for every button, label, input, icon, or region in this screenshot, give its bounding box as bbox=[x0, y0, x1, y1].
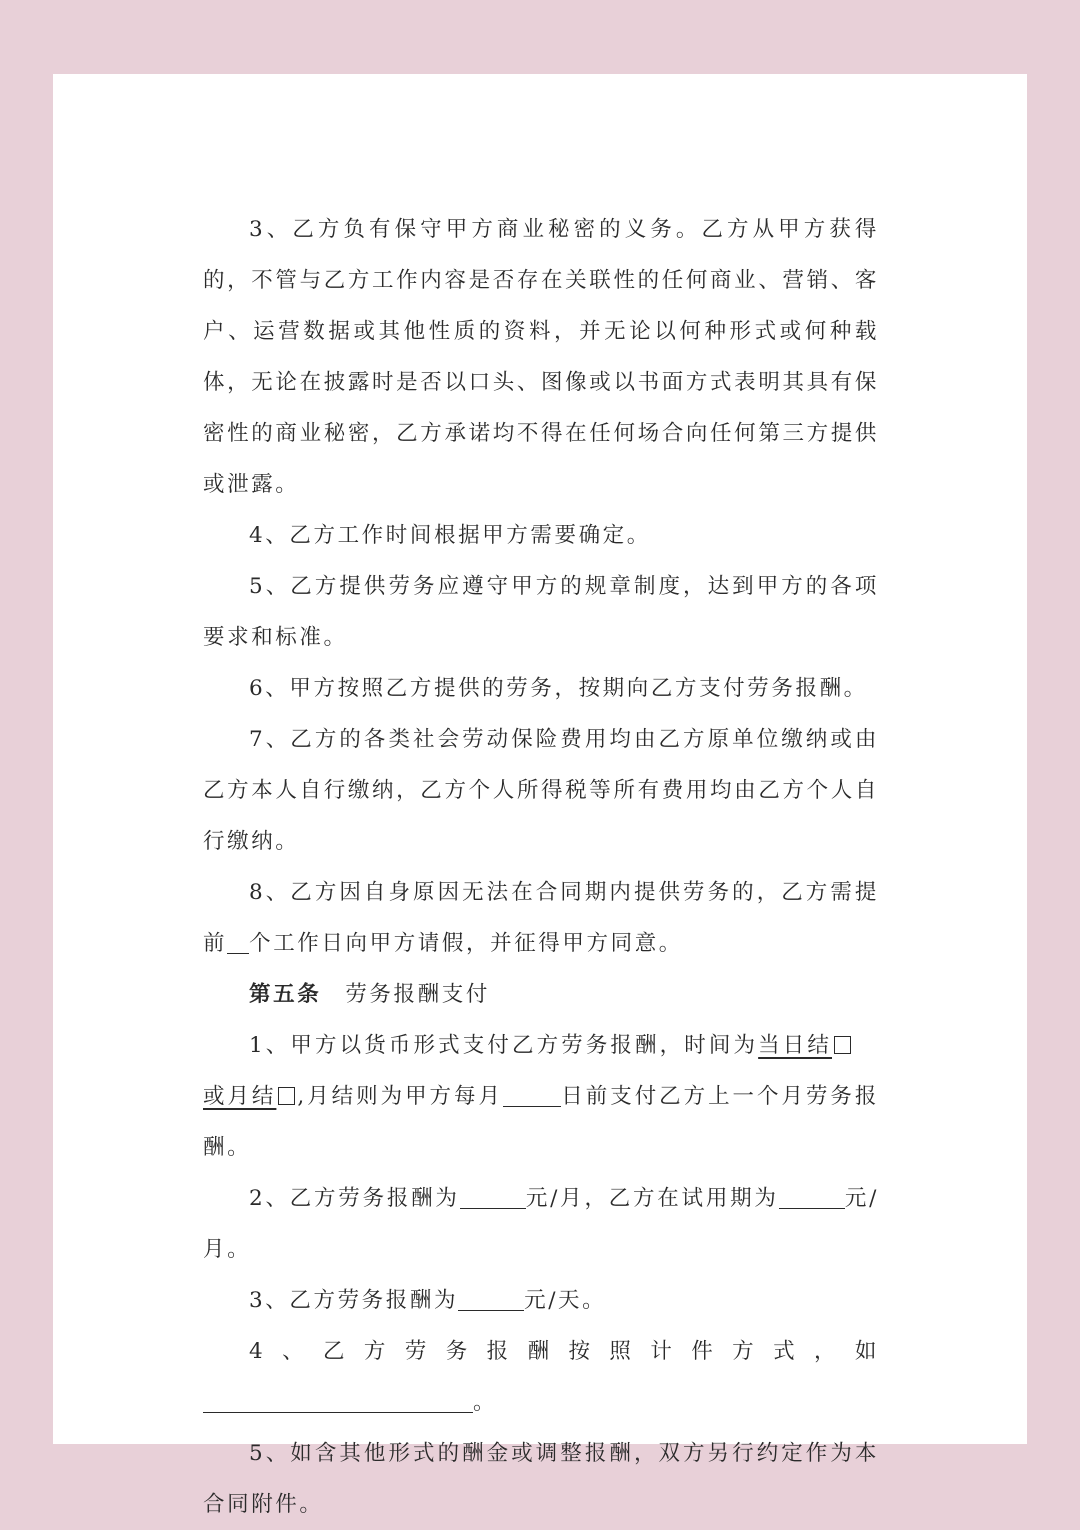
clause-3: 3、乙方负有保守甲方商业秘密的义务。乙方从甲方获得的，不管与乙方工作内容是否存在关联性的任何商业、营销、客户、运营数据或其他性质的资料，并无论以何种形式或何种载体，无论在披露时是否以口头、图像或以书面方式表明其具有保密性的商业秘密，乙方承诺均不得在任何场合向任何第三方提供或泄露。 bbox=[203, 217, 879, 497]
payment-clause-3-text-b: 元/天。 bbox=[524, 1288, 607, 1313]
clause-8-text-a: 8、乙方因自身原因无法在合同期内提供劳务的，乙方需提前 bbox=[203, 880, 879, 956]
clause-6: 6、甲方按照乙方提供的劳务，按期向乙方支付劳务报酬。 bbox=[249, 676, 868, 701]
payment-day-blank bbox=[503, 1084, 561, 1107]
daily-amount-blank bbox=[458, 1288, 524, 1311]
notice-days-blank bbox=[227, 931, 249, 954]
payment-clause-5: 5、如含其他形式的酬金或调整报酬，双方另行约定作为本合同附件。 bbox=[203, 1441, 879, 1517]
payment-clause-2-text-c: 元/月。 bbox=[203, 1186, 879, 1262]
payment-clause-2 bbox=[203, 1173, 879, 1275]
document-page bbox=[53, 74, 1027, 1517]
clause-4: 4、乙方工作时间根据甲方需要确定。 bbox=[249, 523, 651, 548]
monthly-settlement-label: 或月结 bbox=[203, 1084, 277, 1109]
payment-clause-3 bbox=[203, 1275, 879, 1326]
payment-clause-1-text-c: 日前支付乙方上一个月劳务报酬。 bbox=[203, 1084, 879, 1160]
clause-8 bbox=[203, 867, 879, 969]
payment-clause-3-text-a: 3、乙方劳务报酬为 bbox=[249, 1288, 459, 1313]
clause-8-text-b: 个工作日向甲方请假，并征得甲方同意。 bbox=[249, 931, 683, 956]
payment-clause-1-text-b: ,月结则为甲方每月 bbox=[297, 1084, 503, 1109]
article-5-title: 劳务报酬支付 bbox=[345, 982, 490, 1007]
document-body bbox=[203, 204, 879, 1530]
daily-settlement-checkbox bbox=[834, 1036, 851, 1054]
piecework-example-blank bbox=[203, 1390, 473, 1413]
monthly-settlement-checkbox bbox=[278, 1087, 295, 1105]
payment-clause-1-text-a: 1、甲方以货币形式支付乙方劳务报酬，时间为 bbox=[249, 1033, 759, 1058]
clause-7: 7、乙方的各类社会劳动保险费用均由乙方原单位缴纳或由乙方本人自行缴纳，乙方个人所得税等所有费用均由乙方个人自行缴纳。 bbox=[203, 727, 879, 854]
payment-clause-2-text-b: 元/月，乙方在试用期为 bbox=[525, 1186, 779, 1211]
payment-clause-1 bbox=[203, 1020, 879, 1173]
clause-5: 5、乙方提供劳务应遵守甲方的规章制度，达到甲方的各项要求和标准。 bbox=[203, 574, 879, 650]
payment-clause-2-text-a: 2、乙方劳务报酬为 bbox=[249, 1186, 460, 1211]
monthly-amount-blank bbox=[460, 1186, 526, 1209]
payment-clause-4-text-b: 。 bbox=[473, 1390, 498, 1415]
payment-clause-4 bbox=[203, 1326, 879, 1428]
article-5-number: 第五条 bbox=[249, 982, 322, 1007]
daily-settlement-label: 当日结 bbox=[758, 1033, 832, 1058]
article-5-heading bbox=[203, 969, 879, 1020]
probation-amount-blank bbox=[779, 1186, 845, 1209]
payment-clause-4-text-a: 4、乙方劳务报酬按照计件方式，如 bbox=[249, 1339, 879, 1364]
